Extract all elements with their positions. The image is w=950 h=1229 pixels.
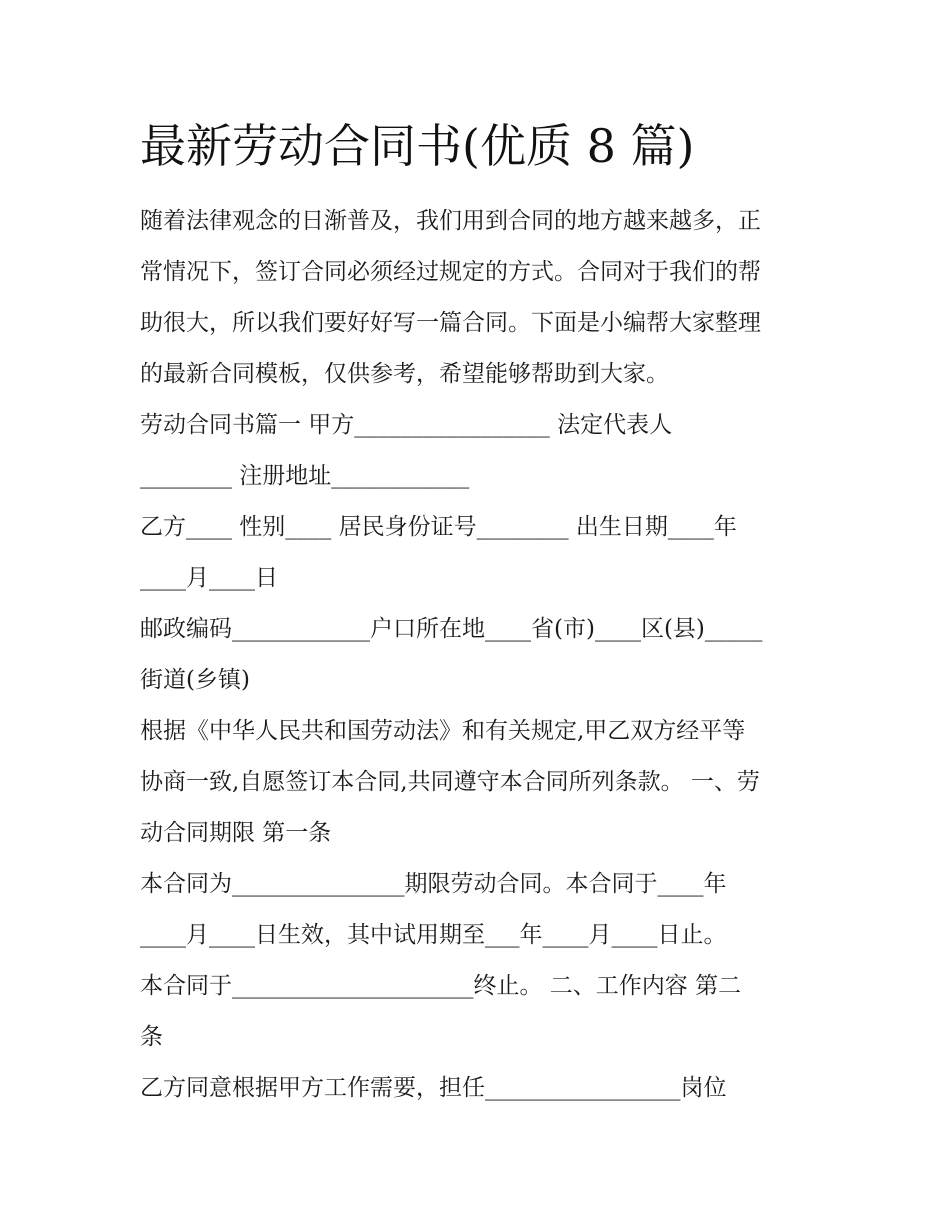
text-line: 随着法律观念的日渐普及，我们用到合同的地方越来越多，正 [140,208,761,234]
text-line: 协商一致,自愿签订本合同,共同遵守本合同所列条款。 一、劳 [140,769,760,795]
text-line: 本合同于_____________________终止。 二、工作内容 第二 [140,973,742,999]
document-title: 最新劳动合同书(优质 8 篇) [140,119,695,173]
text-line: 邮政编码____________户口所在地____省(市)____区(县)_____ [140,616,763,642]
text-line: ____月____日生效，其中试用期至___年____月____日止。 [140,922,727,948]
text-line: 动合同期限 第一条 [140,820,332,846]
text-line: 劳动合同书篇一 甲方_________________ 法定代表人 [140,412,673,438]
text-line: 的最新合同模板，仅供参考，希望能够帮助到大家。 [140,361,669,387]
text-line: 街道(乡镇) [140,667,250,693]
text-line: 根据《中华人民共和国劳动法》和有关规定,甲乙双方经平等 [140,718,746,744]
text-line: 助很大，所以我们要好好写一篇合同。下面是小编帮大家整理 [140,310,761,336]
text-line: 乙方____ 性别____ 居民身份证号________ 出生日期____年 [140,514,737,540]
text-line: 条 [140,1024,163,1050]
text-line: 常情况下，签订合同必须经过规定的方式。合同对于我们的帮 [140,259,761,285]
text-line: ____月____日 [140,565,278,591]
text-line: 本合同为_______________期限劳动合同。本合同于____年 [140,871,727,897]
text-line: 乙方同意根据甲方工作需要，担任_________________岗位 [140,1075,727,1101]
text-line: ________ 注册地址____________ [140,463,470,489]
